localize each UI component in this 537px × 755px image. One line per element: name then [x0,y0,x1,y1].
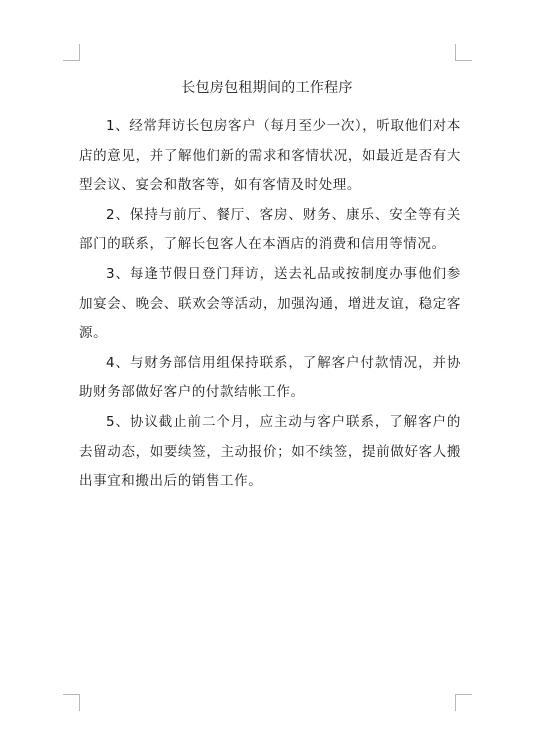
paragraph-5: 5、协议截止前二个月，应主动与客户联系，了解客户的去留动态，如要续签，主动报价；如不续签，提前做好客人搬出事宜和搬出后的销售工作。 [79,413,461,490]
document-body [79,112,461,497]
crop-mark-top-left [63,44,80,61]
crop-mark-bottom-left [63,694,80,711]
document-title: 长包房包租期间的工作程序 [181,80,353,96]
paragraph-2: 2、保持与前厅、餐厅、客房、财务、康乐、安全等有关部门的联系，了解长包客人在本酒店的消费和信用等情况。 [79,206,461,253]
crop-mark-top-right [455,44,472,61]
paragraph-1: 1、经常拜访长包房客户（每月至少一次），听取他们对本店的意见，并了解他们新的需求和客情状况，如最近是否有大型会议、宴会和散客等，如有客情及时处理。 [79,118,461,194]
paragraph-4: 4、与财务部信用组保持联系，了解客户付款情况，并协助财务部做好客户的付款结帐工作。 [79,354,461,401]
crop-mark-bottom-right [455,694,472,711]
paragraph-3: 3、每逢节假日登门拜访，送去礼品或按制度办事他们参加宴会、晚会、联欢会等活动，加强沟通，增进友谊，稳定客源。 [79,265,461,342]
